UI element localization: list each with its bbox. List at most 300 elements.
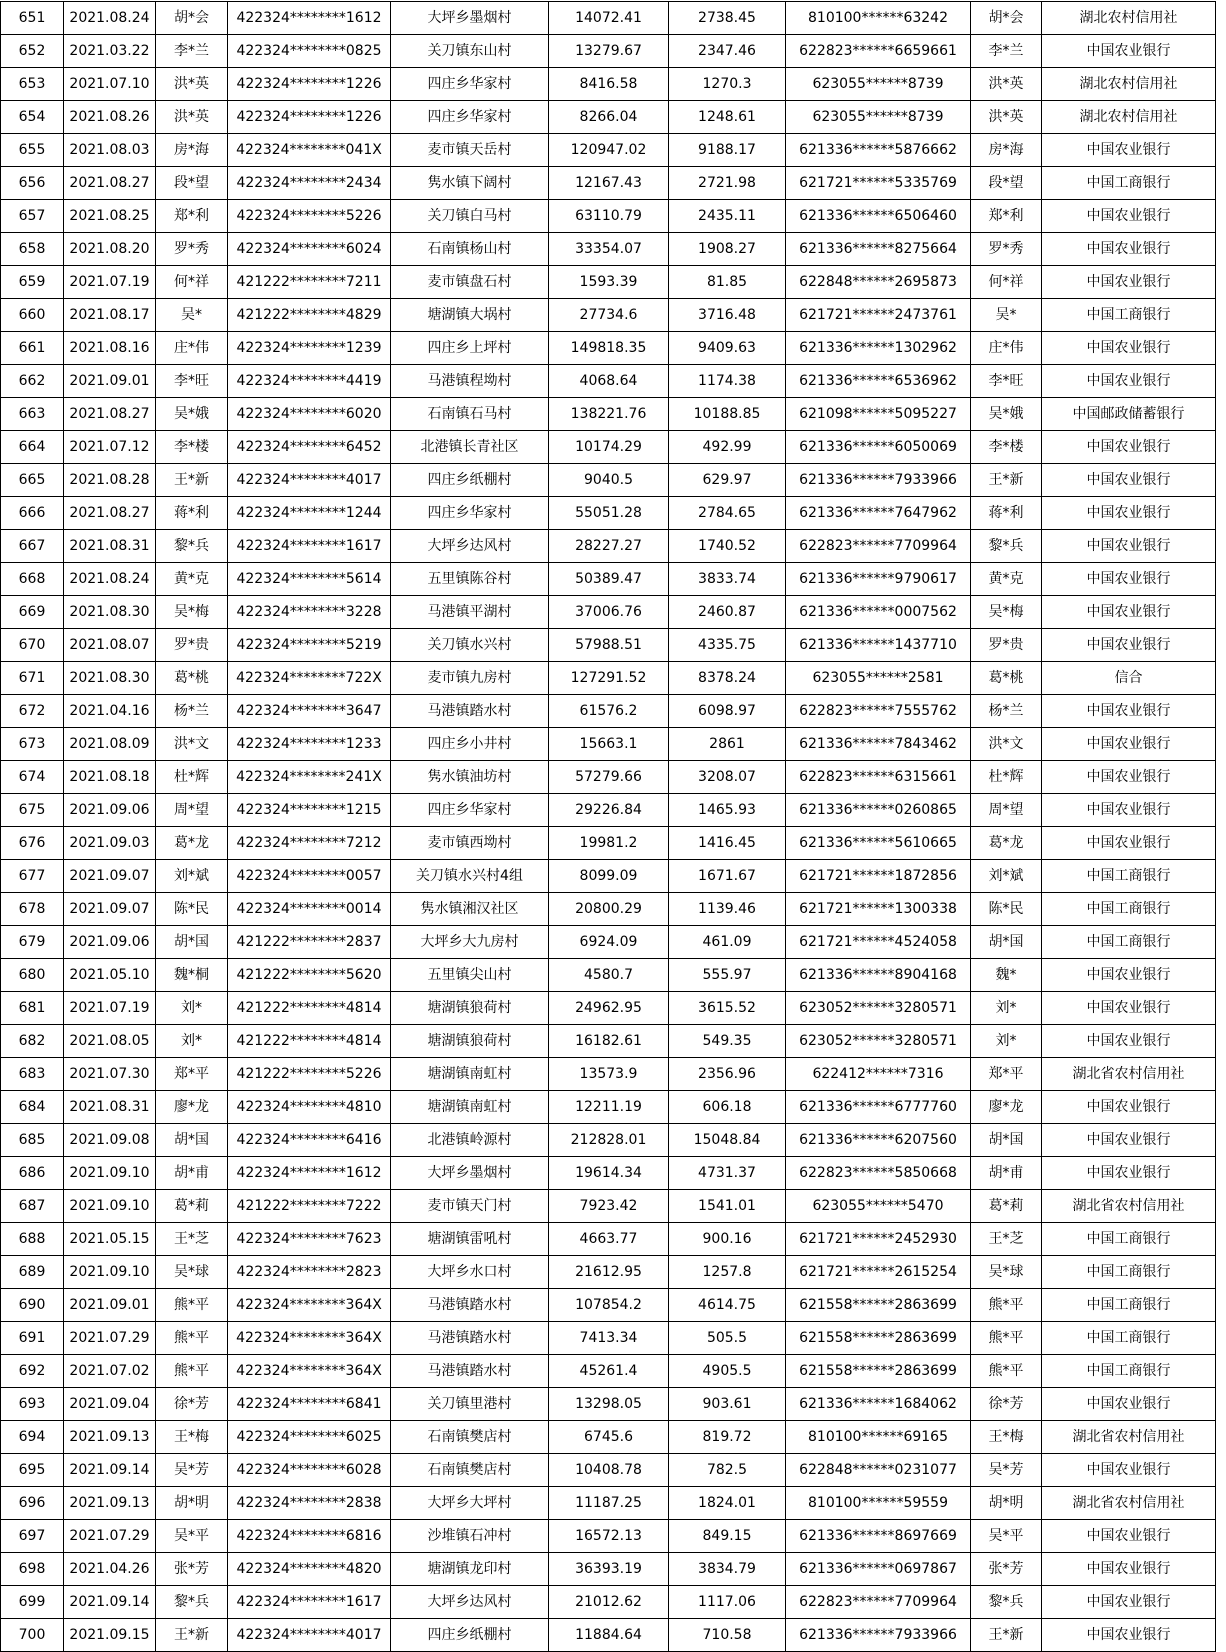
id-number-cell: 422324********1233 xyxy=(228,728,391,761)
amount-cell: 13279.67 xyxy=(549,35,669,68)
id-number-cell: 421222********4814 xyxy=(228,992,391,1025)
bank-cell: 中国农业银行 xyxy=(1042,563,1216,596)
amount-cell: 19981.2 xyxy=(549,827,669,860)
amount-cell: 11187.25 xyxy=(549,1487,669,1520)
account-number-cell: 621721******1872856 xyxy=(786,860,971,893)
subsidy-cell: 549.35 xyxy=(669,1025,786,1058)
account-holder-cell: 熊*平 xyxy=(971,1322,1042,1355)
date-cell: 2021.09.06 xyxy=(64,794,156,827)
bank-cell: 中国农业银行 xyxy=(1042,497,1216,530)
subsidy-cell: 461.09 xyxy=(669,926,786,959)
row-number-cell: 665 xyxy=(1,464,64,497)
row-number-cell: 667 xyxy=(1,530,64,563)
account-number-cell: 621558******2863699 xyxy=(786,1322,971,1355)
name-cell: 王*新 xyxy=(156,464,228,497)
amount-cell: 4068.64 xyxy=(549,365,669,398)
account-holder-cell: 吴*娥 xyxy=(971,398,1042,431)
table-row xyxy=(1,1553,1216,1586)
account-holder-cell: 杨*兰 xyxy=(971,695,1042,728)
row-number-cell: 663 xyxy=(1,398,64,431)
account-holder-cell: 吴*芳 xyxy=(971,1454,1042,1487)
date-cell: 2021.09.08 xyxy=(64,1124,156,1157)
row-number-cell: 657 xyxy=(1,200,64,233)
subsidy-cell: 10188.85 xyxy=(669,398,786,431)
date-cell: 2021.08.30 xyxy=(64,662,156,695)
table-row xyxy=(1,1157,1216,1190)
date-cell: 2021.09.01 xyxy=(64,365,156,398)
date-cell: 2021.09.01 xyxy=(64,1289,156,1322)
account-holder-cell: 周*望 xyxy=(971,794,1042,827)
village-cell: 麦市镇天门村 xyxy=(391,1190,549,1223)
village-cell: 马港镇踏水村 xyxy=(391,695,549,728)
table-row xyxy=(1,992,1216,1025)
name-cell: 吴*球 xyxy=(156,1256,228,1289)
row-number-cell: 696 xyxy=(1,1487,64,1520)
date-cell: 2021.08.07 xyxy=(64,629,156,662)
subsidy-cell: 849.15 xyxy=(669,1520,786,1553)
table-row xyxy=(1,827,1216,860)
name-cell: 魏*桐 xyxy=(156,959,228,992)
account-holder-cell: 张*芳 xyxy=(971,1553,1042,1586)
amount-cell: 57279.66 xyxy=(549,761,669,794)
date-cell: 2021.07.19 xyxy=(64,266,156,299)
id-number-cell: 421222********2837 xyxy=(228,926,391,959)
subsidy-cell: 3208.07 xyxy=(669,761,786,794)
village-cell: 塘湖镇龙印村 xyxy=(391,1553,549,1586)
subsidy-cell: 9188.17 xyxy=(669,134,786,167)
bank-cell: 中国农业银行 xyxy=(1042,629,1216,662)
village-cell: 关刀镇里港村 xyxy=(391,1388,549,1421)
village-cell: 塘湖镇南虹村 xyxy=(391,1091,549,1124)
amount-cell: 16572.13 xyxy=(549,1520,669,1553)
bank-cell: 中国农业银行 xyxy=(1042,1454,1216,1487)
account-holder-cell: 黄*克 xyxy=(971,563,1042,596)
row-number-cell: 693 xyxy=(1,1388,64,1421)
id-number-cell: 422324********6020 xyxy=(228,398,391,431)
name-cell: 李*旺 xyxy=(156,365,228,398)
table-row xyxy=(1,1124,1216,1157)
bank-cell: 中国农业银行 xyxy=(1042,827,1216,860)
date-cell: 2021.08.16 xyxy=(64,332,156,365)
account-number-cell: 622823******7709964 xyxy=(786,1586,971,1619)
id-number-cell: 422324********1612 xyxy=(228,2,391,35)
subsidy-cell: 903.61 xyxy=(669,1388,786,1421)
row-number-cell: 694 xyxy=(1,1421,64,1454)
name-cell: 刘* xyxy=(156,992,228,1025)
subsidy-cell: 2347.46 xyxy=(669,35,786,68)
account-number-cell: 621721******2615254 xyxy=(786,1256,971,1289)
account-number-cell: 621336******1437710 xyxy=(786,629,971,662)
subsidy-cell: 1257.8 xyxy=(669,1256,786,1289)
table-row xyxy=(1,1355,1216,1388)
amount-cell: 8266.04 xyxy=(549,101,669,134)
table-row xyxy=(1,728,1216,761)
subsidy-cell: 8378.24 xyxy=(669,662,786,695)
date-cell: 2021.07.29 xyxy=(64,1520,156,1553)
name-cell: 段*望 xyxy=(156,167,228,200)
subsidy-cell: 900.16 xyxy=(669,1223,786,1256)
row-number-cell: 659 xyxy=(1,266,64,299)
id-number-cell: 422324********6841 xyxy=(228,1388,391,1421)
table-row xyxy=(1,101,1216,134)
subsidy-cell: 4614.75 xyxy=(669,1289,786,1322)
village-cell: 关刀镇白马村 xyxy=(391,200,549,233)
account-holder-cell: 吴*梅 xyxy=(971,596,1042,629)
account-holder-cell: 刘* xyxy=(971,1025,1042,1058)
amount-cell: 8416.58 xyxy=(549,68,669,101)
amount-cell: 61576.2 xyxy=(549,695,669,728)
amount-cell: 8099.09 xyxy=(549,860,669,893)
date-cell: 2021.08.18 xyxy=(64,761,156,794)
account-number-cell: 621721******2473761 xyxy=(786,299,971,332)
date-cell: 2021.08.28 xyxy=(64,464,156,497)
row-number-cell: 676 xyxy=(1,827,64,860)
id-number-cell: 422324********6416 xyxy=(228,1124,391,1157)
amount-cell: 1593.39 xyxy=(549,266,669,299)
bank-cell: 湖北省农村信用社 xyxy=(1042,1487,1216,1520)
id-number-cell: 422324********4017 xyxy=(228,464,391,497)
row-number-cell: 662 xyxy=(1,365,64,398)
row-number-cell: 698 xyxy=(1,1553,64,1586)
id-number-cell: 421222********7211 xyxy=(228,266,391,299)
name-cell: 熊*平 xyxy=(156,1322,228,1355)
bank-cell: 中国农业银行 xyxy=(1042,35,1216,68)
amount-cell: 50389.47 xyxy=(549,563,669,596)
subsidy-cell: 505.5 xyxy=(669,1322,786,1355)
date-cell: 2021.08.05 xyxy=(64,1025,156,1058)
date-cell: 2021.04.16 xyxy=(64,695,156,728)
name-cell: 葛*龙 xyxy=(156,827,228,860)
village-cell: 塘湖镇南虹村 xyxy=(391,1058,549,1091)
row-number-cell: 666 xyxy=(1,497,64,530)
name-cell: 吴* xyxy=(156,299,228,332)
account-holder-cell: 李*旺 xyxy=(971,365,1042,398)
table-row xyxy=(1,1223,1216,1256)
account-number-cell: 621336******1302962 xyxy=(786,332,971,365)
account-number-cell: 621336******0007562 xyxy=(786,596,971,629)
row-number-cell: 685 xyxy=(1,1124,64,1157)
account-holder-cell: 葛*莉 xyxy=(971,1190,1042,1223)
account-holder-cell: 洪*文 xyxy=(971,728,1042,761)
bank-cell: 中国工商银行 xyxy=(1042,1355,1216,1388)
account-holder-cell: 葛*桃 xyxy=(971,662,1042,695)
row-number-cell: 695 xyxy=(1,1454,64,1487)
id-number-cell: 422324********0825 xyxy=(228,35,391,68)
date-cell: 2021.07.02 xyxy=(64,1355,156,1388)
account-holder-cell: 何*祥 xyxy=(971,266,1042,299)
date-cell: 2021.08.09 xyxy=(64,728,156,761)
name-cell: 胡*国 xyxy=(156,1124,228,1157)
subsidy-cell: 4905.5 xyxy=(669,1355,786,1388)
account-number-cell: 622823******7709964 xyxy=(786,530,971,563)
table-row xyxy=(1,266,1216,299)
village-cell: 四庄乡华家村 xyxy=(391,68,549,101)
amount-cell: 24962.95 xyxy=(549,992,669,1025)
subsidy-cell: 2738.45 xyxy=(669,2,786,35)
bank-cell: 中国工商银行 xyxy=(1042,1256,1216,1289)
name-cell: 葛*莉 xyxy=(156,1190,228,1223)
id-number-cell: 422324********1239 xyxy=(228,332,391,365)
row-number-cell: 653 xyxy=(1,68,64,101)
id-number-cell: 421222********5620 xyxy=(228,959,391,992)
account-holder-cell: 胡*国 xyxy=(971,1124,1042,1157)
subsidy-cell: 782.5 xyxy=(669,1454,786,1487)
id-number-cell: 422324********5219 xyxy=(228,629,391,662)
id-number-cell: 422324********722X xyxy=(228,662,391,695)
amount-cell: 57988.51 xyxy=(549,629,669,662)
village-cell: 石南镇杨山村 xyxy=(391,233,549,266)
village-cell: 四庄乡小井村 xyxy=(391,728,549,761)
date-cell: 2021.09.13 xyxy=(64,1487,156,1520)
amount-cell: 4580.7 xyxy=(549,959,669,992)
account-holder-cell: 洪*英 xyxy=(971,68,1042,101)
name-cell: 何*祥 xyxy=(156,266,228,299)
amount-cell: 107854.2 xyxy=(549,1289,669,1322)
data-table xyxy=(0,1,1216,1652)
table-row xyxy=(1,662,1216,695)
table-row xyxy=(1,530,1216,563)
village-cell: 石南镇樊店村 xyxy=(391,1421,549,1454)
name-cell: 杨*兰 xyxy=(156,695,228,728)
village-cell: 关刀镇水兴村 xyxy=(391,629,549,662)
account-holder-cell: 庄*伟 xyxy=(971,332,1042,365)
row-number-cell: 668 xyxy=(1,563,64,596)
account-number-cell: 622823******7555762 xyxy=(786,695,971,728)
bank-cell: 湖北农村信用社 xyxy=(1042,68,1216,101)
name-cell: 刘* xyxy=(156,1025,228,1058)
bank-cell: 中国农业银行 xyxy=(1042,134,1216,167)
account-number-cell: 810100******69165 xyxy=(786,1421,971,1454)
bank-cell: 中国农业银行 xyxy=(1042,431,1216,464)
account-number-cell: 621336******0697867 xyxy=(786,1553,971,1586)
account-number-cell: 621558******2863699 xyxy=(786,1355,971,1388)
id-number-cell: 422324********6025 xyxy=(228,1421,391,1454)
account-holder-cell: 蒋*利 xyxy=(971,497,1042,530)
table-row xyxy=(1,68,1216,101)
name-cell: 熊*平 xyxy=(156,1355,228,1388)
table-row xyxy=(1,332,1216,365)
row-number-cell: 679 xyxy=(1,926,64,959)
row-number-cell: 660 xyxy=(1,299,64,332)
id-number-cell: 422324********2838 xyxy=(228,1487,391,1520)
table-row xyxy=(1,431,1216,464)
name-cell: 葛*桃 xyxy=(156,662,228,695)
bank-cell: 中国农业银行 xyxy=(1042,794,1216,827)
amount-cell: 9040.5 xyxy=(549,464,669,497)
village-cell: 麦市镇天岳村 xyxy=(391,134,549,167)
name-cell: 张*芳 xyxy=(156,1553,228,1586)
account-number-cell: 621336******0260865 xyxy=(786,794,971,827)
table-row xyxy=(1,134,1216,167)
id-number-cell: 422324********7212 xyxy=(228,827,391,860)
subsidy-cell: 2356.96 xyxy=(669,1058,786,1091)
id-number-cell: 422324********1612 xyxy=(228,1157,391,1190)
bank-cell: 中国农业银行 xyxy=(1042,1619,1216,1652)
account-holder-cell: 李*兰 xyxy=(971,35,1042,68)
table-row xyxy=(1,1256,1216,1289)
amount-cell: 7923.42 xyxy=(549,1190,669,1223)
village-cell: 四庄乡华家村 xyxy=(391,794,549,827)
table-row xyxy=(1,497,1216,530)
id-number-cell: 422324********2434 xyxy=(228,167,391,200)
subsidy-cell: 2861 xyxy=(669,728,786,761)
village-cell: 四庄乡华家村 xyxy=(391,497,549,530)
amount-cell: 13298.05 xyxy=(549,1388,669,1421)
name-cell: 周*望 xyxy=(156,794,228,827)
bank-cell: 中国农业银行 xyxy=(1042,200,1216,233)
id-number-cell: 422324********6028 xyxy=(228,1454,391,1487)
date-cell: 2021.09.06 xyxy=(64,926,156,959)
bank-cell: 中国工商银行 xyxy=(1042,893,1216,926)
village-cell: 关刀镇东山村 xyxy=(391,35,549,68)
name-cell: 庄*伟 xyxy=(156,332,228,365)
bank-cell: 中国农业银行 xyxy=(1042,728,1216,761)
table-row xyxy=(1,233,1216,266)
name-cell: 吴*娥 xyxy=(156,398,228,431)
amount-cell: 11884.64 xyxy=(549,1619,669,1652)
id-number-cell: 422324********4419 xyxy=(228,365,391,398)
subsidy-cell: 1139.46 xyxy=(669,893,786,926)
table-row xyxy=(1,1058,1216,1091)
date-cell: 2021.08.31 xyxy=(64,530,156,563)
id-number-cell: 422324********7623 xyxy=(228,1223,391,1256)
subsidy-cell: 710.58 xyxy=(669,1619,786,1652)
village-cell: 大坪乡达风村 xyxy=(391,1586,549,1619)
name-cell: 王*梅 xyxy=(156,1421,228,1454)
bank-cell: 中国工商银行 xyxy=(1042,1289,1216,1322)
id-number-cell: 422324********3647 xyxy=(228,695,391,728)
date-cell: 2021.09.14 xyxy=(64,1454,156,1487)
name-cell: 黄*克 xyxy=(156,563,228,596)
row-number-cell: 689 xyxy=(1,1256,64,1289)
subsidy-cell: 1908.27 xyxy=(669,233,786,266)
table-row xyxy=(1,695,1216,728)
date-cell: 2021.08.25 xyxy=(64,200,156,233)
subsidy-cell: 3615.52 xyxy=(669,992,786,1025)
date-cell: 2021.09.07 xyxy=(64,893,156,926)
account-holder-cell: 郑*利 xyxy=(971,200,1042,233)
account-number-cell: 623052******3280571 xyxy=(786,1025,971,1058)
village-cell: 北港镇岭源村 xyxy=(391,1124,549,1157)
row-number-cell: 655 xyxy=(1,134,64,167)
account-number-cell: 623055******2581 xyxy=(786,662,971,695)
date-cell: 2021.09.03 xyxy=(64,827,156,860)
bank-cell: 中国农业银行 xyxy=(1042,1388,1216,1421)
name-cell: 郑*利 xyxy=(156,200,228,233)
account-holder-cell: 吴*球 xyxy=(971,1256,1042,1289)
account-holder-cell: 廖*龙 xyxy=(971,1091,1042,1124)
account-holder-cell: 王*新 xyxy=(971,464,1042,497)
row-number-cell: 691 xyxy=(1,1322,64,1355)
name-cell: 罗*贵 xyxy=(156,629,228,662)
id-number-cell: 422324********041X xyxy=(228,134,391,167)
id-number-cell: 421222********5226 xyxy=(228,1058,391,1091)
account-number-cell: 621336******9790617 xyxy=(786,563,971,596)
subsidy-cell: 1174.38 xyxy=(669,365,786,398)
table-row xyxy=(1,1289,1216,1322)
account-holder-cell: 段*望 xyxy=(971,167,1042,200)
row-number-cell: 673 xyxy=(1,728,64,761)
account-number-cell: 621336******6506460 xyxy=(786,200,971,233)
subsidy-cell: 2460.87 xyxy=(669,596,786,629)
id-number-cell: 422324********1215 xyxy=(228,794,391,827)
subsidy-cell: 3833.74 xyxy=(669,563,786,596)
account-holder-cell: 罗*秀 xyxy=(971,233,1042,266)
name-cell: 洪*英 xyxy=(156,68,228,101)
date-cell: 2021.07.19 xyxy=(64,992,156,1025)
table-row xyxy=(1,926,1216,959)
village-cell: 四庄乡纸棚村 xyxy=(391,1619,549,1652)
bank-cell: 中国农业银行 xyxy=(1042,695,1216,728)
village-cell: 石南镇石马村 xyxy=(391,398,549,431)
id-number-cell: 422324********5226 xyxy=(228,200,391,233)
account-holder-cell: 胡*明 xyxy=(971,1487,1042,1520)
table-body xyxy=(1,2,1216,1652)
subsidy-cell: 3716.48 xyxy=(669,299,786,332)
date-cell: 2021.08.27 xyxy=(64,497,156,530)
subsidy-cell: 2721.98 xyxy=(669,167,786,200)
account-number-cell: 622823******6659661 xyxy=(786,35,971,68)
account-holder-cell: 陈*民 xyxy=(971,893,1042,926)
account-number-cell: 621721******1300338 xyxy=(786,893,971,926)
account-number-cell: 623055******5470 xyxy=(786,1190,971,1223)
id-number-cell: 422324********1617 xyxy=(228,530,391,563)
date-cell: 2021.08.31 xyxy=(64,1091,156,1124)
village-cell: 四庄乡上坪村 xyxy=(391,332,549,365)
village-cell: 五里镇陈谷村 xyxy=(391,563,549,596)
village-cell: 隽水镇湘汉社区 xyxy=(391,893,549,926)
account-number-cell: 621558******2863699 xyxy=(786,1289,971,1322)
amount-cell: 6924.09 xyxy=(549,926,669,959)
subsidy-cell: 4335.75 xyxy=(669,629,786,662)
account-holder-cell: 王*芝 xyxy=(971,1223,1042,1256)
table-row xyxy=(1,761,1216,794)
account-number-cell: 810100******59559 xyxy=(786,1487,971,1520)
village-cell: 马港镇平湖村 xyxy=(391,596,549,629)
bank-cell: 中国农业银行 xyxy=(1042,1025,1216,1058)
bank-cell: 中国工商银行 xyxy=(1042,1322,1216,1355)
village-cell: 四庄乡华家村 xyxy=(391,101,549,134)
account-number-cell: 621336******8697669 xyxy=(786,1520,971,1553)
row-number-cell: 674 xyxy=(1,761,64,794)
id-number-cell: 422324********364X xyxy=(228,1355,391,1388)
account-holder-cell: 熊*平 xyxy=(971,1355,1042,1388)
bank-cell: 信合 xyxy=(1042,662,1216,695)
bank-cell: 中国邮政储蓄银行 xyxy=(1042,398,1216,431)
date-cell: 2021.08.26 xyxy=(64,101,156,134)
table-row xyxy=(1,1454,1216,1487)
name-cell: 胡*甫 xyxy=(156,1157,228,1190)
row-number-cell: 688 xyxy=(1,1223,64,1256)
subsidy-cell: 1270.3 xyxy=(669,68,786,101)
bank-cell: 湖北农村信用社 xyxy=(1042,101,1216,134)
subsidy-cell: 606.18 xyxy=(669,1091,786,1124)
village-cell: 隽水镇下阔村 xyxy=(391,167,549,200)
row-number-cell: 678 xyxy=(1,893,64,926)
amount-cell: 212828.01 xyxy=(549,1124,669,1157)
account-number-cell: 623055******8739 xyxy=(786,68,971,101)
id-number-cell: 422324********4810 xyxy=(228,1091,391,1124)
bank-cell: 中国农业银行 xyxy=(1042,530,1216,563)
name-cell: 刘*斌 xyxy=(156,860,228,893)
name-cell: 王*芝 xyxy=(156,1223,228,1256)
account-number-cell: 621336******8275664 xyxy=(786,233,971,266)
name-cell: 廖*龙 xyxy=(156,1091,228,1124)
account-holder-cell: 王*梅 xyxy=(971,1421,1042,1454)
amount-cell: 20800.29 xyxy=(549,893,669,926)
amount-cell: 16182.61 xyxy=(549,1025,669,1058)
subsidy-cell: 2784.65 xyxy=(669,497,786,530)
